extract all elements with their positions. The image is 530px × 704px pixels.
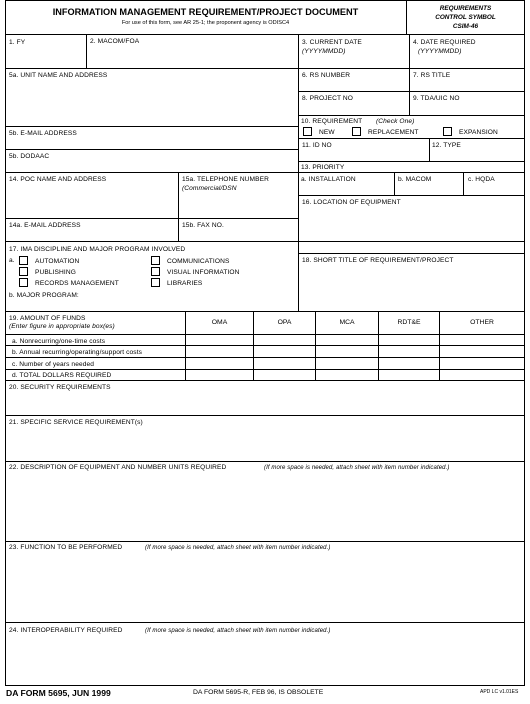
rs-title-field[interactable] [410, 69, 524, 91]
rcs-code: CSIM-46 [452, 23, 479, 30]
form-number: DA FORM 5695, JUN 1999 [6, 688, 111, 698]
current-date-label: 3. CURRENT DATE [302, 39, 362, 46]
requirement-label: 10. REQUIREMENT [301, 118, 363, 125]
ima-publishing-label: PUBLISHING [35, 269, 76, 276]
macom-foa-label: 2. MACOM/FOA [90, 38, 140, 45]
function-hint: (If more space is needed, attach sheet with item number indicated.) [145, 545, 331, 551]
interoperability-hint: (If more space is needed, attach sheet with item number indicated.) [145, 628, 331, 634]
version-label: APD LC v1.01ES [480, 689, 519, 695]
rs-title-label: 7. RS TITLE [413, 72, 451, 79]
funds-rdte-cells[interactable] [379, 335, 439, 380]
rcs-label: REQUIREMENTS [439, 5, 492, 12]
form-subtitle: For use of this form, see AR 25-1; the proponent agency is ODISC4 [121, 20, 290, 26]
email-label: 5b. E-MAIL ADDRESS [9, 130, 77, 137]
fax-label: 15b. FAX NO. [182, 222, 224, 229]
ima-libraries-checkbox[interactable] [151, 278, 160, 287]
specific-service-field[interactable] [6, 416, 524, 461]
equipment-field[interactable] [6, 462, 524, 541]
location-label: 16. LOCATION OF EQUIPMENT [302, 199, 401, 206]
ima-communications-checkbox[interactable] [151, 256, 160, 265]
project-no-field[interactable] [299, 92, 409, 115]
funds-mca-cells[interactable] [316, 335, 378, 380]
ima-communications-label: COMMUNICATIONS [167, 258, 230, 265]
funds-oma-cells[interactable] [186, 335, 253, 380]
requirement-replacement-checkbox[interactable] [352, 127, 361, 136]
requirement-expansion-label: EXPANSION [459, 129, 498, 136]
funds-opa-cells[interactable] [254, 335, 315, 380]
ima-visual-checkbox[interactable] [151, 267, 160, 276]
rs-number-field[interactable] [299, 69, 409, 91]
obsolete-notice: DA FORM 5695-R, FEB 96, IS OBSOLETE [193, 689, 324, 696]
location-field[interactable] [299, 196, 524, 241]
funds-column-header: OTHER [470, 319, 494, 326]
rule [298, 161, 525, 162]
id-no-label: 11. ID NO [302, 142, 332, 149]
funds-column-header: OPA [277, 319, 292, 326]
major-program-label: b. MAJOR PROGRAM: [9, 292, 79, 299]
da-form-5695 [5, 0, 525, 686]
ima-automation-label: AUTOMATION [35, 258, 80, 265]
rule [524, 0, 525, 686]
id-no-field[interactable] [299, 139, 429, 161]
date-required-field[interactable] [410, 35, 524, 68]
priority-installation-label: a. INSTALLATION [301, 176, 356, 183]
equipment-hint: (If more space is needed, attach sheet with item number indicated.) [264, 465, 450, 471]
email-field[interactable] [6, 127, 298, 149]
tda-uic-label: 9. TDA/UIC NO [413, 95, 460, 102]
short-title-label: 18. SHORT TITLE OF REQUIREMENT/PROJECT [302, 257, 454, 264]
funds-label: 19. AMOUNT OF FUNDS [9, 315, 86, 322]
function-label: 23. FUNCTION TO BE PERFORMED [9, 544, 123, 551]
ima-records-checkbox[interactable] [19, 278, 28, 287]
current-date-field[interactable] [299, 35, 409, 68]
funds-row-label: d. TOTAL DOLLARS REQUIRED [12, 372, 112, 379]
funds-row-label: c. Number of years needed [12, 361, 95, 368]
short-title-field[interactable] [299, 254, 524, 311]
rule [5, 311, 525, 312]
funds-hint: (Enter figure in appropriate box(es) [9, 323, 115, 330]
type-field[interactable] [430, 139, 524, 161]
funds-column-header: OMA [211, 319, 228, 326]
unit-name-field[interactable] [6, 69, 298, 126]
telephone-hint: (Commercial/DSN [182, 185, 237, 192]
type-label: 12. TYPE [432, 142, 461, 149]
equipment-label: 22. DESCRIPTION OF EQUIPMENT AND NUMBER UNITS REQUIRED [9, 464, 227, 471]
ima-records-label: RECORDS MANAGEMENT [35, 280, 119, 287]
fy-field[interactable] [6, 35, 86, 68]
ima-automation-checkbox[interactable] [19, 256, 28, 265]
ima-discipline-label: 17. IMA DISCIPLINE AND MAJOR PROGRAM INVOLVED [9, 246, 186, 253]
function-field[interactable] [6, 542, 524, 622]
unit-name-label: 5a. UNIT NAME AND ADDRESS [9, 72, 108, 79]
security-field[interactable] [6, 381, 524, 415]
ima-publishing-checkbox[interactable] [19, 267, 28, 276]
priority-hqda-label: c. HQDA [468, 176, 495, 183]
poc-name-field[interactable] [6, 173, 178, 218]
date-required-label: 4. DATE REQUIRED [413, 39, 476, 46]
rs-number-label: 6. RS NUMBER [302, 72, 351, 79]
priority-macom-field[interactable] [395, 173, 463, 195]
rcs-label: CONTROL SYMBOL [435, 14, 496, 21]
rule [5, 241, 525, 242]
requirement-new-checkbox[interactable] [303, 127, 312, 136]
funds-column-header: RDT&E [397, 319, 421, 326]
poc-name-label: 14. POC NAME AND ADDRESS [9, 176, 107, 183]
macom-foa-field[interactable] [87, 35, 298, 68]
project-no-label: 8. PROJECT NO [302, 95, 354, 102]
dodaac-field[interactable] [6, 150, 298, 172]
priority-label: 13. PRIORITY [301, 164, 345, 171]
rule [298, 115, 525, 116]
fax-field[interactable] [179, 219, 298, 241]
rule [5, 685, 525, 686]
requirement-expansion-checkbox[interactable] [443, 127, 452, 136]
fy-label: 1. FY [9, 39, 26, 46]
funds-row-label: a. Nonrecurring/one-time costs [12, 338, 106, 345]
requirement-replacement-label: REPLACEMENT [368, 129, 419, 136]
interoperability-label: 24. INTEROPERABILITY REQUIRED [9, 627, 123, 634]
telephone-field[interactable] [179, 173, 298, 218]
funds-column-header: MCA [339, 319, 355, 326]
poc-email-field[interactable] [6, 219, 178, 241]
date-required-hint: (YYYYMMDD) [418, 48, 462, 55]
poc-email-label: 14a. E-MAIL ADDRESS [9, 222, 81, 229]
priority-macom-label: b. MACOM [398, 176, 432, 183]
priority-hqda-field[interactable] [464, 173, 524, 195]
requirement-hint: (Check One) [376, 118, 415, 125]
current-date-hint: (YYYYMMDD) [302, 48, 346, 55]
interoperability-field[interactable] [6, 623, 524, 685]
specific-service-label: 21. SPECIFIC SERVICE REQUIREMENT(s) [9, 419, 143, 426]
ima-a-label: a. [9, 257, 15, 264]
form-title: INFORMATION MANAGEMENT REQUIREMENT/PROJECT DOCUMENT [52, 7, 359, 17]
tda-uic-field[interactable] [410, 92, 524, 115]
rule [5, 0, 525, 1]
telephone-label: 15a. TELEPHONE NUMBER [182, 176, 269, 183]
security-label: 20. SECURITY REQUIREMENTS [9, 384, 111, 391]
funds-row-label: b. Annual recurring/operating/support costs [12, 349, 143, 356]
requirement-new-label: NEW [319, 129, 335, 136]
funds-other-cells[interactable] [440, 335, 524, 380]
priority-installation-field[interactable] [299, 173, 394, 195]
dodaac-label: 5b. DODAAC [9, 153, 50, 160]
ima-libraries-label: LIBRARIES [167, 280, 203, 287]
ima-visual-label: VISUAL INFORMATION [167, 269, 240, 276]
